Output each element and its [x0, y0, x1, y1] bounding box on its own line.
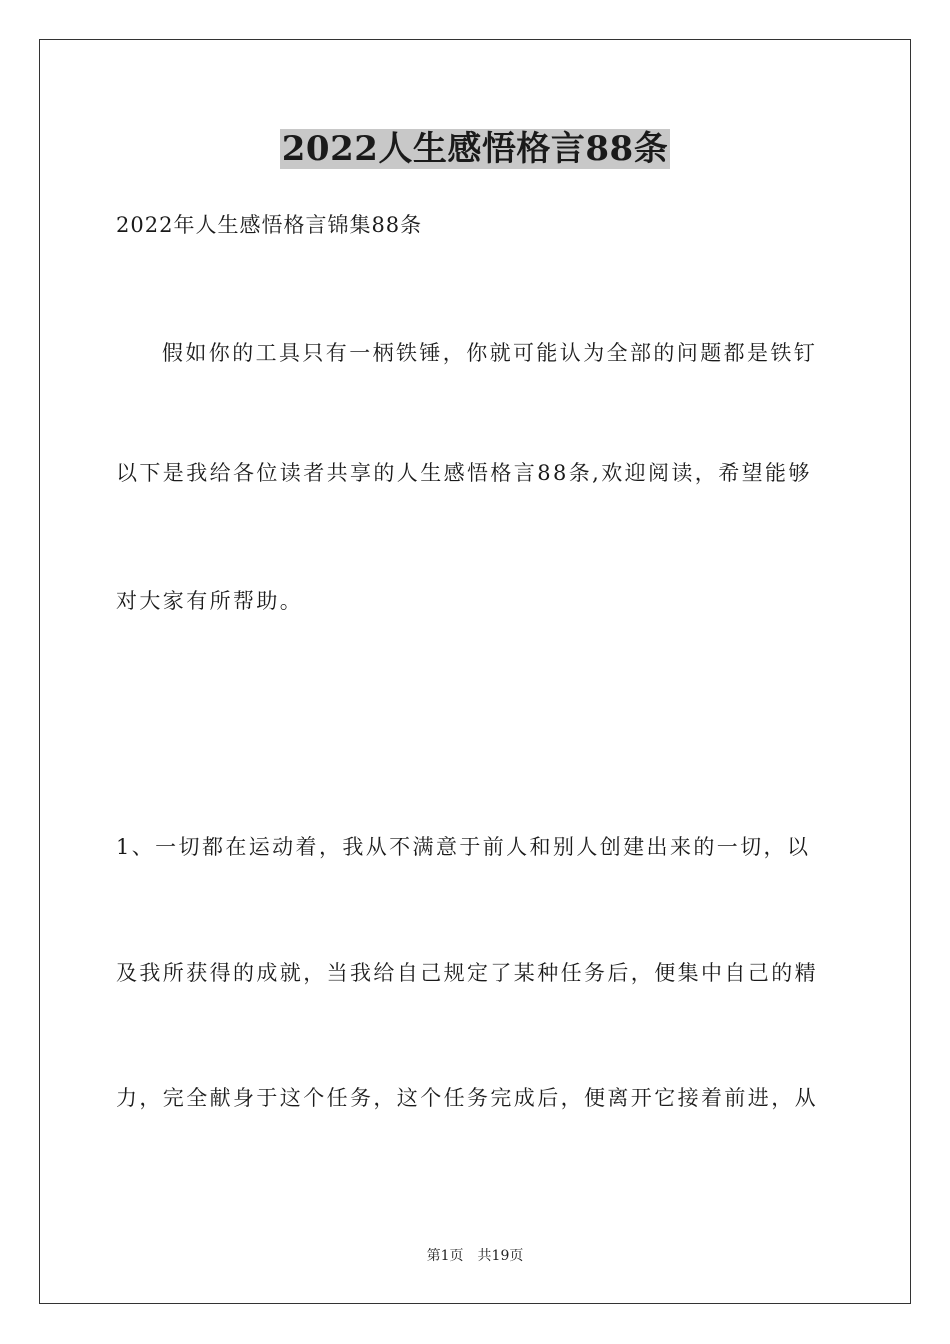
paragraph-line: 以下是我给各位读者共享的人生感悟格言88条,欢迎阅读，希望能够: [116, 461, 812, 485]
page-number: 第1页: [426, 1248, 464, 1264]
document-subtitle: 2022年人生感悟格言锦集88条: [116, 213, 423, 237]
page-total: 共19页: [477, 1248, 524, 1264]
document-title-text: 2022人生感悟格言88条: [281, 129, 669, 169]
page-footer: [0, 1247, 950, 1265]
paragraph-line: 假如你的工具只有一柄铁锤，你就可能认为全部的问题都是铁钉: [162, 341, 818, 365]
paragraph-line: 力，完全献身于这个任务，这个任务完成后，便离开它接着前进，从: [116, 1086, 818, 1110]
paragraph-line: 1、一切都在运动着，我从不满意于前人和别人创建出来的一切，以: [116, 835, 811, 859]
paragraph-line: 及我所获得的成就，当我给自己规定了某种任务后，便集中自己的精: [116, 961, 818, 985]
paragraph-line: 对大家有所帮助。: [116, 589, 304, 613]
document-title: [0, 127, 950, 171]
